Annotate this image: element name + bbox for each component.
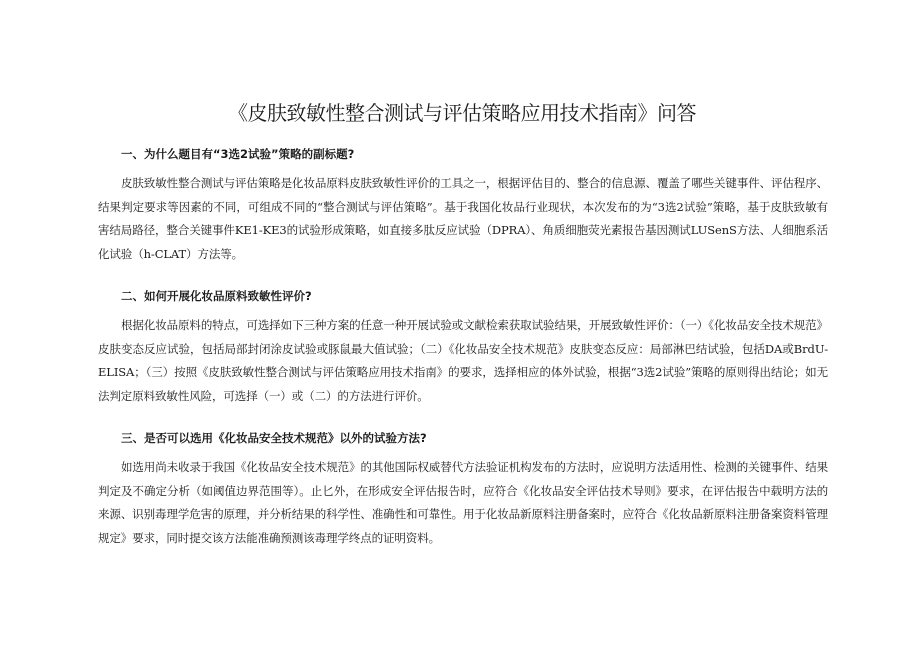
question-heading-3: 三、是否可以选用《化妆品安全技术规范》以外的试验方法? (121, 431, 427, 445)
qa-section-1 (98, 146, 828, 266)
answer-paragraph-2: 根据化妆品原料的特点，可选择如下三种方案的任意一种开展试验或文献检索获取试验结果，开展致敏性评价：（一）《化妆品安全技术规范》皮肤变态反应试验，包括局部封闭涂皮试验或豚鼠最大值试验；（二）《化妆品安全技术规范》皮肤变态反应：局部淋巴结试验，包括DA或BrdU-ELISA；（三）按照《皮肤致敏性整合测试与评估策略应用技术指南》的要求，选择相应的体外试验，根据“3选2试验”策略的原则得出结论；如无法判定原料致敏性风险，可选择（一）或（二）的方法进行评价。 (98, 318, 828, 403)
qa-section-3 (98, 430, 828, 550)
answer-paragraph-3: 如选用尚未收录于我国《化妆品安全技术规范》的其他国际权威替代方法验证机构发布的方法时，应说明方法适用性、检测的关键事件、结果判定及不确定分析（如阈值边界范围等）。止匕外，在形成安全评估报告时，应符合《化妆品安全评估技术导则》要求，在评估报告中载明方法的来源、识别毒理学危害的原理，并分析结果的科学性、准确性和可靠性。用于化妆品新原料注册备案时，应符合《化妆品新原料注册备案资料管理规定》要求，同时提交该方法能准确预测该毒理学终点的证明资料。 (98, 460, 828, 545)
document-title: 《皮肤致敏性整合测试与评估策略应用技术指南》问答 (228, 101, 696, 125)
question-heading-2: 二、如何开展化妆品原料致敏性评价? (121, 289, 312, 303)
qa-section-2 (98, 288, 828, 408)
question-heading-1: 一、为什么题目有“3选2试验”策略的副标题? (121, 147, 355, 161)
answer-paragraph-1: 皮肤致敏性整合测试与评估策略是化妆品原料皮肤致敏性评价的工具之一，根据评估目的、整合的信息源、覆盖了哪些关键事件、评估程序、结果判定要求等因素的不同，可组成不同的“整合测试与评估策略”。基于我国化妆品行业现状，本次发布的为“3选2试验”策略，基于皮肤致敏有害结局路径，整合关键事件KE1-KE3的试验形成策略，如直接多肽反应试验（DPRA）、角质细胞荧光素报告基因测试LUSenS方法、人细胞系活化试验（h-CLAT）方法等。 (98, 176, 828, 261)
